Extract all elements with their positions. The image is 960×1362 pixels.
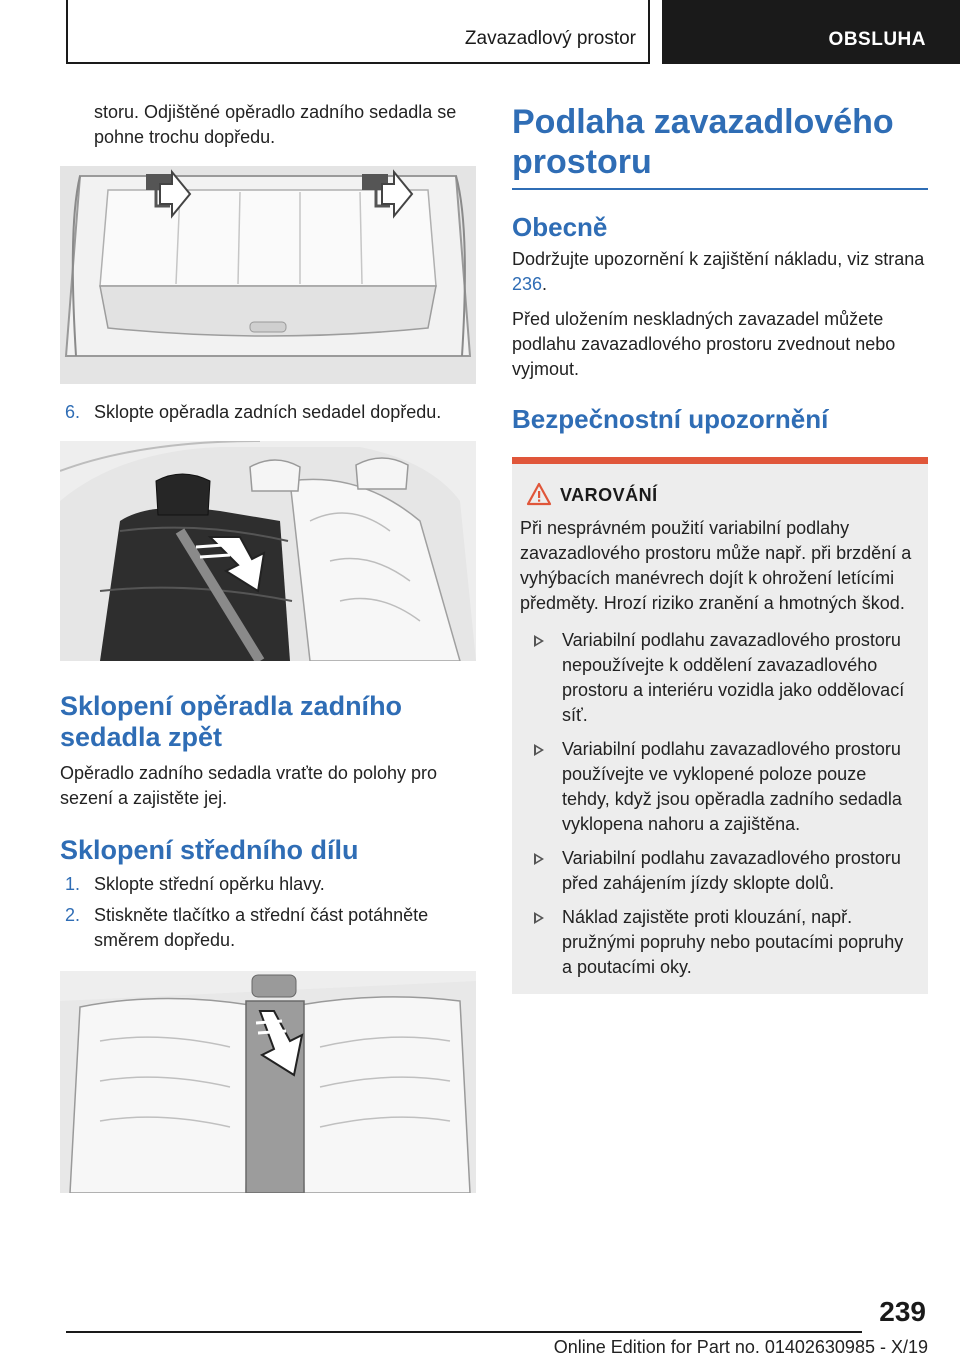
header-chapter-title: OBSLUHA bbox=[828, 29, 926, 50]
header-section-title: Zavazadlový prostor bbox=[464, 28, 636, 49]
warning-triangle-icon bbox=[526, 482, 552, 513]
warning-bullet bbox=[520, 846, 918, 896]
trunk-release-figure bbox=[60, 166, 476, 384]
heading-safety: Bezpečnostní upozornění bbox=[512, 404, 829, 434]
page-reference-link[interactable]: 236 bbox=[512, 274, 543, 294]
warning-box bbox=[512, 457, 928, 994]
warning-bullet-text: Variabilní podlahu zavazadlového prostoru používejte ve vyklopené poloze pouze tehdy, když jsou opěradla zadního sedadla vyklopena nahoru a zajištěna. bbox=[562, 739, 902, 834]
general-p1-end: . bbox=[542, 274, 548, 294]
step-2-text: Stiskněte tlačítko a střední část potáhněte směrem dopředu. bbox=[94, 905, 429, 950]
intro-text: storu. Odjištěné opěradlo zadního sedadla se pohne trochu dopředu. bbox=[94, 102, 457, 147]
footer-edition: Online Edition for Part no. 01402630985 - X/19 bbox=[553, 1337, 928, 1357]
step-2-number: 2. bbox=[65, 905, 81, 925]
warning-bullet bbox=[520, 905, 918, 980]
general-p1-text: Dodržujte upozornění k zajištění nákladu, viz strana bbox=[512, 249, 925, 269]
footer-rule bbox=[66, 1331, 862, 1333]
bullet-triangle-icon bbox=[534, 912, 544, 924]
heading-center-section: Sklopení středního dílu bbox=[60, 835, 359, 865]
step-6 bbox=[60, 400, 476, 425]
header-chapter-tab bbox=[662, 0, 960, 64]
warning-title-row bbox=[520, 482, 918, 508]
header-section-box bbox=[66, 0, 650, 64]
warning-bullet bbox=[520, 628, 918, 728]
heading-general: Obecně bbox=[512, 212, 608, 242]
step-1-number: 1. bbox=[65, 874, 81, 894]
step-2 bbox=[60, 903, 476, 953]
center-section-figure bbox=[60, 971, 476, 1193]
seat-fold-figure bbox=[60, 441, 476, 661]
warning-title: VAROVÁNÍ bbox=[560, 485, 658, 505]
warning-bullet bbox=[520, 737, 918, 837]
warning-bullet-text: Variabilní podlahu zavazadlového prostoru před zahájením jízdy sklopte dolů. bbox=[562, 848, 901, 893]
general-paragraph-1 bbox=[512, 247, 928, 297]
warning-bullet-text: Náklad zajistěte proti klouzání, např. pružnými popruhy nebo poutacími popruhy a poutacími oky. bbox=[562, 907, 904, 977]
text-fold-back: Opěradlo zadního sedadla vraťte do polohy pro sezení a zajistěte jej. bbox=[60, 763, 438, 808]
left-column bbox=[60, 100, 476, 1193]
step-6-text: Sklopte opěradla zadních sedadel dopředu. bbox=[94, 402, 442, 422]
bullet-triangle-icon bbox=[534, 853, 544, 865]
step-1-text: Sklopte střední opěrku hlavy. bbox=[94, 874, 325, 894]
warning-text: Při nesprávném použití variabilní podlahy zavazadlového prostoru může např. při brzdění a vyhýbacích manévrech dojít k ohrožení letícími předměty. Hrozí riziko zranění a hmotných škod. bbox=[520, 518, 912, 613]
right-column bbox=[512, 100, 928, 994]
heading-rule bbox=[512, 188, 928, 190]
general-paragraph-2: Před uložením neskladných zavazadel můžete podlahu zavazadlového prostoru zvednout nebo vyjmout. bbox=[512, 309, 896, 379]
bullet-triangle-icon bbox=[534, 744, 544, 756]
heading-fold-back: Sklopení opěradla zadního sedadla zpět bbox=[60, 691, 403, 752]
step-6-number: 6. bbox=[65, 402, 81, 422]
main-heading: Podlaha zavazadlového prostoru bbox=[512, 103, 894, 181]
warning-bullet-text: Variabilní podlahu zavazadlového prostoru nepoužívejte k oddělení zavazadlového prostoru a interiéru vozidla jako oddělovací síť. bbox=[562, 630, 905, 725]
bullet-triangle-icon bbox=[534, 635, 544, 647]
step-1 bbox=[60, 872, 476, 897]
page-number: 239 bbox=[879, 1296, 926, 1327]
